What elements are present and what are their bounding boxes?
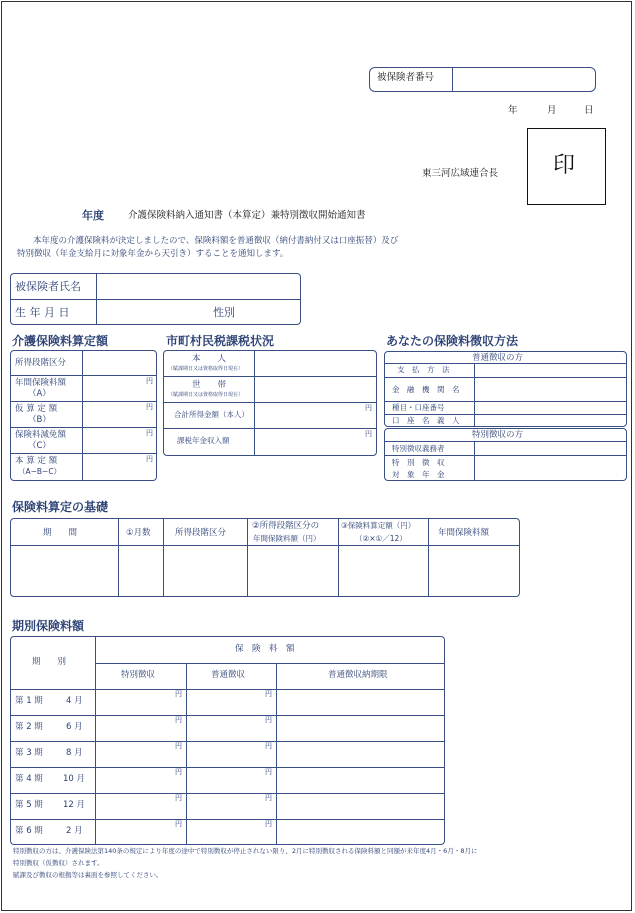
basis-header-months: ①月数 <box>126 528 151 538</box>
dob-label: 生 年 月 日 <box>15 306 70 319</box>
installment-month: 6 月 <box>66 722 83 732</box>
date-month: 月 <box>547 105 557 116</box>
issuer-name: 東三河広域連合長 <box>422 168 499 179</box>
basis-title: 保険料算定の基礎 <box>12 500 109 514</box>
installment-month: 10 月 <box>63 774 86 784</box>
installment-term: 第 6 期 <box>15 826 43 836</box>
installments-amount-header: 保 険 料 額 <box>235 644 295 654</box>
installment-normal-yen: 円 <box>265 768 272 776</box>
tax-yen: 円 <box>365 404 372 412</box>
calc-title: 介護保険料算定額 <box>12 334 109 348</box>
installment-term: 第 1 期 <box>15 696 43 706</box>
tax-pension-label: 課税年金収入額 <box>177 436 230 445</box>
installment-normal-yen: 円 <box>265 690 272 698</box>
installment-term: 第 5 期 <box>15 800 43 810</box>
method-special-row: 特別徴収義務者 <box>392 444 445 453</box>
installments-deadline-header: 普通徴収納期限 <box>328 670 388 680</box>
footer-line-3: 賦課及び徴収の根拠等は裏面を参照してください。 <box>13 871 163 879</box>
installment-month: 4 月 <box>66 696 83 706</box>
insured-name-label: 被保険者氏名 <box>15 280 81 293</box>
installment-special-yen: 円 <box>175 716 182 724</box>
tax-income-label: 合計所得金額（本人） <box>174 410 249 419</box>
calc-row-label: 年間保険料額 <box>15 378 67 388</box>
calc-row-sub: （A） <box>28 389 51 399</box>
installment-normal-yen: 円 <box>265 716 272 724</box>
calc-yen: 円 <box>146 403 153 411</box>
basis-header-calc-1: ③保険料算定額（円） <box>341 521 416 530</box>
installments-normal-header: 普通徴収 <box>211 670 246 680</box>
title-year-label: 年度 <box>82 209 104 222</box>
tax-honnin-note: （賦課期日又は資格取得日現在） <box>168 366 244 372</box>
installment-month: 8 月 <box>66 748 83 758</box>
calc-row-label: 所得段階区分 <box>15 358 67 368</box>
seal-mark: 印 <box>553 153 576 178</box>
footer-line-2: 特別徴収（仮徴収）されます。 <box>13 859 104 867</box>
page-title: 介護保険料納入通知書（本算定）兼特別徴収開始通知書 <box>128 210 366 221</box>
installment-term: 第 3 期 <box>15 748 43 758</box>
installment-normal-yen: 円 <box>265 794 272 802</box>
sex-label: 性別 <box>213 306 235 319</box>
calc-row-sub: （C） <box>28 441 51 451</box>
method-normal-header: 普通徴収の方 <box>472 353 524 363</box>
footer-line-1: 特別徴収の方は、介護保険法第140条の規定により年度の途中で特別徴収が停止されない限り、2月に特別徴収される保険料額と同額が来年度4月・6月・8月に <box>13 847 478 855</box>
method-special-header: 特別徴収の方 <box>472 430 524 440</box>
method-normal-row: 金 融 機 関 名 <box>392 385 460 394</box>
installment-term: 第 2 期 <box>15 722 43 732</box>
calc-row-sub: （A−B−C） <box>18 467 62 476</box>
installment-normal-yen: 円 <box>265 742 272 750</box>
installments-special-header: 特別徴収 <box>121 670 156 680</box>
basis-header-income-class: 所得段階区分 <box>175 528 227 538</box>
basis-header-period: 期 間 <box>43 528 78 538</box>
installment-month: 2 月 <box>66 826 83 836</box>
method-normal-row: 支 払 方 法 <box>397 365 450 374</box>
basis-header-calc-2: （②×①／12） <box>355 534 407 543</box>
insured-number-label: 被保険者番号 <box>377 72 435 83</box>
basis-header-annual-total: 年間保険料額 <box>438 528 490 538</box>
calc-row-label: 本 算 定 額 <box>15 456 58 466</box>
tax-setai-note: （賦課期日又は資格取得日現在） <box>168 392 244 398</box>
tax-honnin-label: 本 人 <box>192 354 227 364</box>
calc-row-label: 仮 算 定 額 <box>15 404 58 414</box>
calc-row-sub: （B） <box>28 415 51 425</box>
date-day: 日 <box>584 105 594 116</box>
installment-special-yen: 円 <box>175 768 182 776</box>
calc-yen: 円 <box>146 455 153 463</box>
installment-normal-yen: 円 <box>265 820 272 828</box>
installment-special-yen: 円 <box>175 690 182 698</box>
calc-yen: 円 <box>146 377 153 385</box>
tax-yen: 円 <box>365 430 372 438</box>
method-special-row: 特 別 徴 収 <box>392 458 445 467</box>
installment-special-yen: 円 <box>175 820 182 828</box>
method-title: あなたの保険料徴収方法 <box>386 334 519 348</box>
installments-period-header: 期 別 <box>32 657 67 667</box>
basis-header-annual-2: 年間保険料額（円） <box>253 534 321 543</box>
calc-yen: 円 <box>146 429 153 437</box>
calc-row-label: 保険料減免額 <box>15 430 67 440</box>
tax-title: 市町村民税課税状況 <box>166 334 275 348</box>
tax-setai-label: 世 帯 <box>192 380 227 390</box>
intro-line-2: 特別徴収（年金支給月に対象年金から天引き）することを通知します。 <box>17 249 289 259</box>
method-special-row: 対 象 年 金 <box>392 470 445 479</box>
installment-month: 12 月 <box>63 800 86 810</box>
intro-line-1: 本年度の介護保険料が決定しましたので、保険料額を普通徴収（納付書納付又は口座振替）及び <box>33 236 399 246</box>
installments-title: 期別保険料額 <box>12 619 85 633</box>
basis-header-annual-1: ②所得段階区分の <box>252 521 320 531</box>
date-year: 年 <box>508 105 518 116</box>
installment-special-yen: 円 <box>175 794 182 802</box>
installment-term: 第 4 期 <box>15 774 43 784</box>
installment-special-yen: 円 <box>175 742 182 750</box>
method-normal-row: 種目・口座番号 <box>392 403 445 412</box>
method-normal-row: 口 座 名 義 人 <box>392 416 460 425</box>
